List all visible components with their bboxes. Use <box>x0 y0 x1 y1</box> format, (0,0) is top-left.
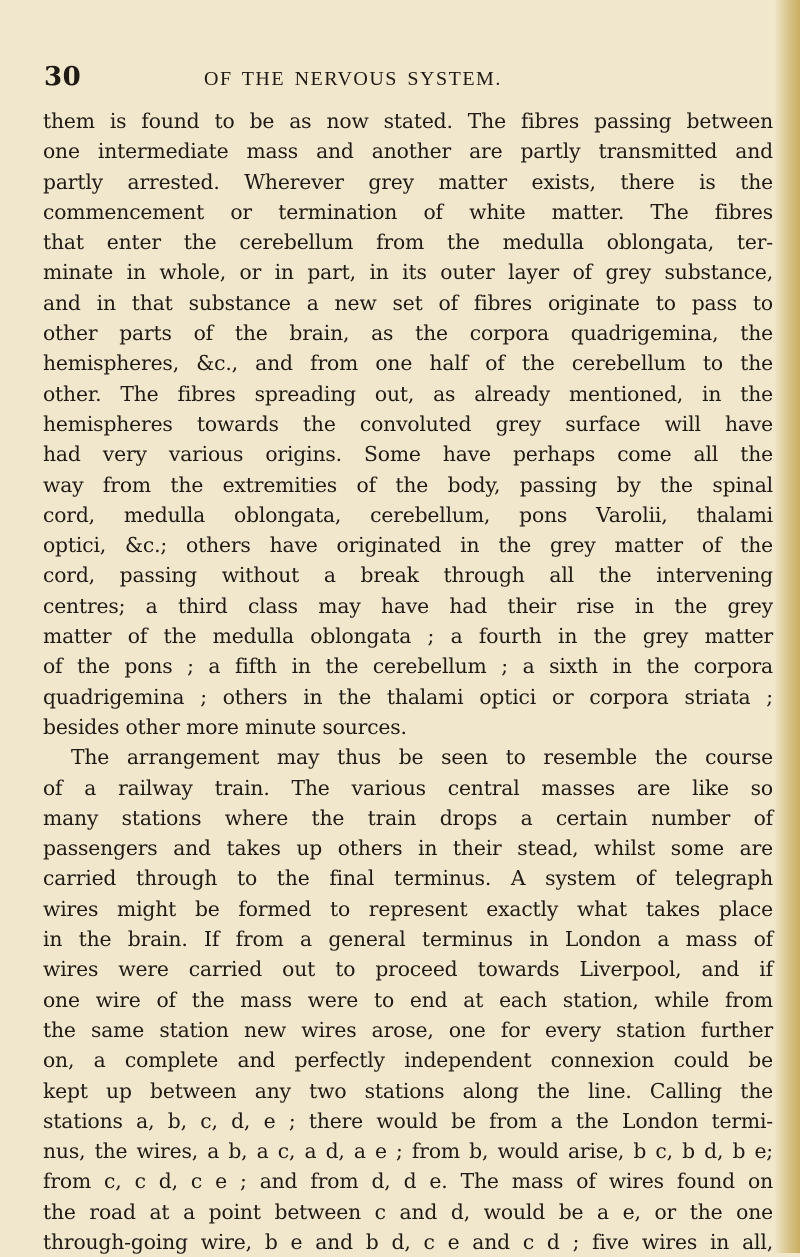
text-line-paragraph-end: besides other more minute sources. <box>43 714 407 739</box>
page-header <box>44 62 764 92</box>
text-line: commencement or termination of white matter. The fibres <box>43 199 773 224</box>
text-line: partly arrested. Wherever grey matter exists, there is the <box>43 169 773 194</box>
text-line: way from the extremities of the body, passing by the spinal <box>43 472 773 497</box>
text-line: cord, medulla oblongata, cerebellum, pons Varolii, thalami <box>43 502 773 527</box>
text-line: optici, &c.; others have originated in the grey matter of the <box>43 533 773 558</box>
text-line: quadrigemina ; others in the thalami optici or corpora striata ; <box>43 684 773 709</box>
text-line: one wire of the mass were to end at each station, while from <box>43 987 773 1012</box>
text-line: wires might be formed to represent exactly what takes place <box>43 896 773 921</box>
text-line: of a railway train. The various central masses are like so <box>43 775 773 800</box>
text-line: other. The fibres spreading out, as already mentioned, in the <box>43 381 773 406</box>
text-line: other parts of the brain, as the corpora quadrigemina, the <box>43 321 773 346</box>
text-line: and in that substance a new set of fibres originate to pass to <box>43 290 773 315</box>
text-line: wires were carried out to proceed towards Liverpool, and if <box>43 957 773 982</box>
text-line: centres; a third class may have had their rise in the grey <box>43 593 773 618</box>
text-line: many stations where the train drops a certain number of <box>43 805 773 830</box>
text-line-paragraph-start: The arrangement may thus be seen to resemble the course <box>71 745 773 770</box>
text-line: them is found to be as now stated. The fibres passing between <box>43 109 773 133</box>
text-line: kept up between any two stations along the line. Calling the <box>43 1078 773 1103</box>
page-number: 30 <box>44 62 82 92</box>
running-head: OF THE NERVOUS SYSTEM. <box>204 68 502 90</box>
page-edge-shadow <box>774 0 800 1253</box>
text-line: hemispheres, &c., and from one half of the cerebellum to the <box>43 351 773 376</box>
text-line: that enter the cerebellum from the medulla oblongata, ter- <box>43 230 773 255</box>
body-text <box>43 106 773 1257</box>
text-line: through-going wire, b e and b d, c e and c d ; five wires in all, <box>43 1229 773 1254</box>
text-line: minate in whole, or in part, in its outer layer of grey substance, <box>43 260 773 285</box>
text-line: carried through to the final terminus. A system of telegraph <box>43 866 773 891</box>
text-line: passengers and takes up others in their stead, whilst some are <box>43 836 773 861</box>
text-line: one intermediate mass and another are partly transmitted and <box>43 139 773 164</box>
text-line: the road at a point between c and d, would be a e, or the one <box>43 1199 773 1224</box>
text-line: of the pons ; a fifth in the cerebellum ; a sixth in the corpora <box>43 654 773 679</box>
text-line: the same station new wires arose, one for every station further <box>43 1017 773 1042</box>
text-line: cord, passing without a break through all the intervening <box>43 563 773 588</box>
text-line: on, a complete and perfectly independent connexion could be <box>43 1048 773 1073</box>
text-line: had very various origins. Some have perhaps come all the <box>43 442 773 467</box>
text-line: nus, the wires, a b, a c, a d, a e ; from b, would arise, b c, b d, b e; <box>43 1139 773 1164</box>
text-line: matter of the medulla oblongata ; a fourth in the grey matter <box>43 624 773 649</box>
text-line: in the brain. If from a general terminus in London a mass of <box>43 927 773 952</box>
text-line: from c, c d, c e ; and from d, d e. The mass of wires found on <box>43 1169 773 1194</box>
text-line: stations a, b, c, d, e ; there would be from a the London termi- <box>43 1108 773 1133</box>
text-line: hemispheres towards the convoluted grey surface will have <box>43 411 773 436</box>
